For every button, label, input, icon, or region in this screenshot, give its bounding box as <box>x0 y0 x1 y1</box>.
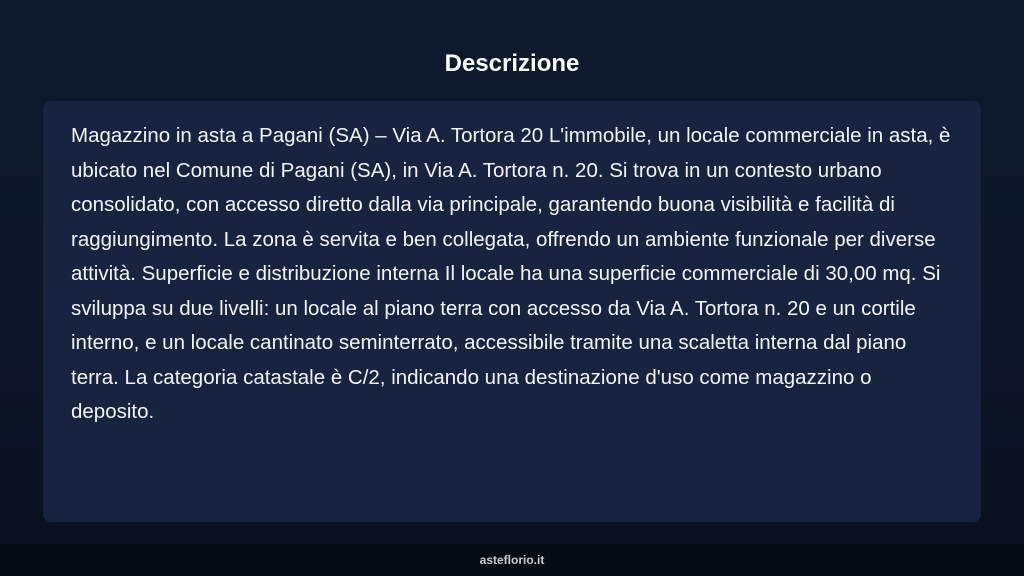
description-text: Magazzino in asta a Pagani (SA) – Via A. Tortora 20 L'immobile, un locale commerciale in asta, è ubicato nel Comune di Pagani (SA), in Via A. Tortora n. 20. Si trova in un contesto urbano consolidato, con accesso diretto dalla via principale, garantendo buona visibilità e facilità di raggiungimento. La zona è servita e ben collegata, offrendo un ambiente funzionale per diverse attività. Superficie e distribuzione interna Il locale ha una superficie commerciale di 30,00 mq. Si sviluppa su due livelli: un locale al piano terra con accesso da Via A. Tortora n. 20 e un cortile interno, e un locale cantinato seminterrato, accessibile tramite una scaletta interna dal piano terra. La categoria catastale è C/2, indicando una destinazione d'uso come magazzino o deposito. <box>71 124 951 423</box>
description-card <box>43 101 981 522</box>
footer-site-label: asteflorio.it <box>0 544 1024 576</box>
section-title: Descrizione <box>444 50 580 77</box>
